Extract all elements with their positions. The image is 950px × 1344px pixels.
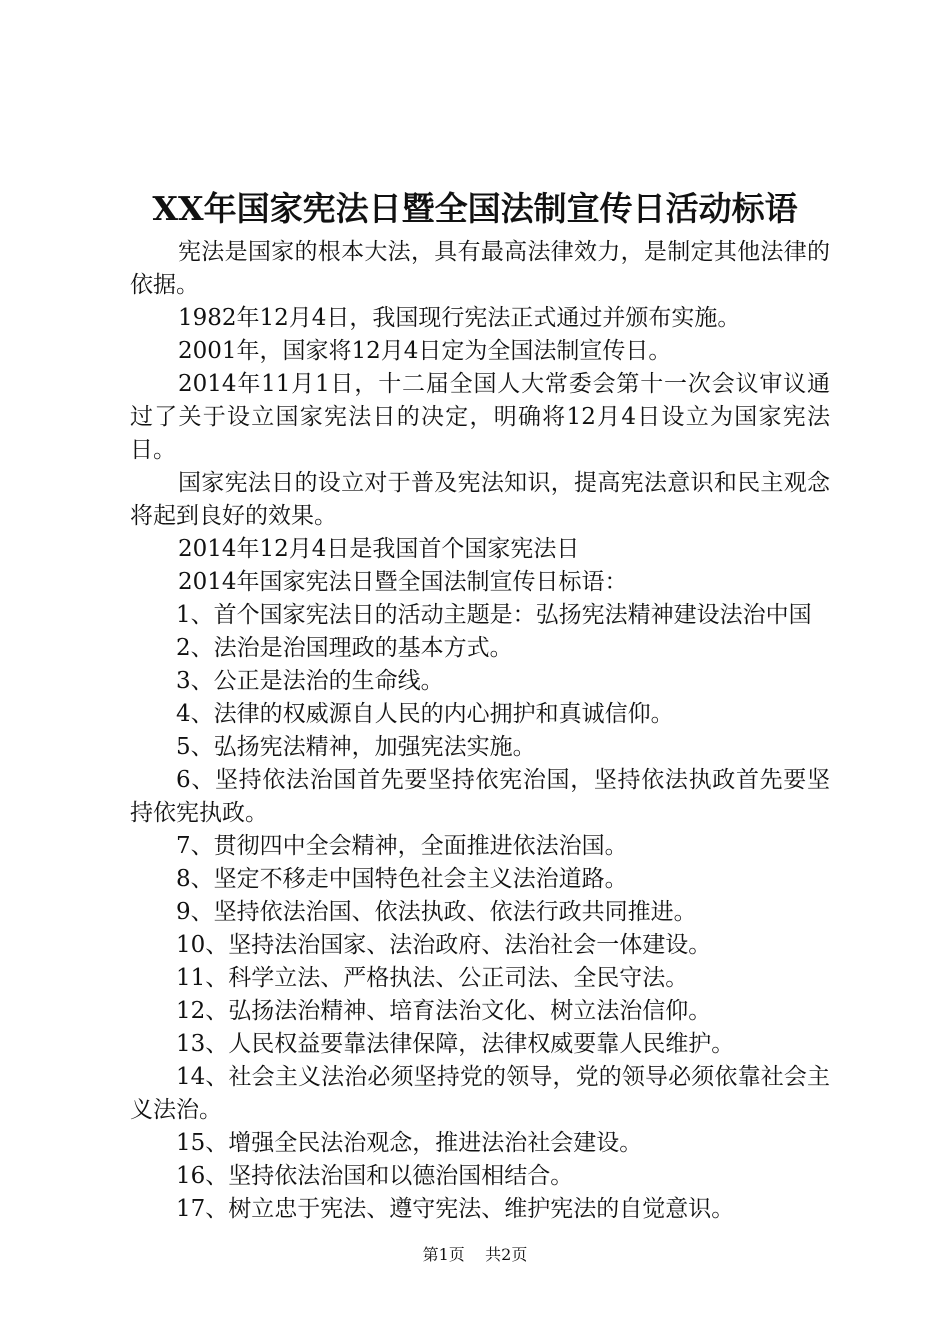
slogan-item: 3、公正是法治的生命线。 bbox=[176, 668, 444, 694]
slogan-item: 1、首个国家宪法日的活动主题是：弘扬宪法精神建设法治中国 bbox=[176, 602, 812, 628]
slogan-item: 17、树立忠于宪法、遵守宪法、维护宪法的自觉意识。 bbox=[176, 1196, 735, 1222]
paragraph: 2014年国家宪法日暨全国法制宣传日标语： bbox=[178, 569, 628, 595]
slogan-item: 2、法治是治国理政的基本方式。 bbox=[176, 635, 513, 661]
slogan-item: 15、增强全民法治观念，推进法治社会建设。 bbox=[176, 1130, 643, 1156]
paragraph: 2014年12月4日是我国首个国家宪法日 bbox=[178, 536, 580, 562]
slogan-item: 12、弘扬法治精神、培育法治文化、树立法治信仰。 bbox=[176, 998, 712, 1024]
slogan-item: 7、贯彻四中全会精神，全面推进依法治国。 bbox=[176, 833, 628, 859]
page-footer bbox=[0, 1243, 950, 1267]
paragraph: 宪法是国家的根本大法，具有最高法律效力，是制定其他法律的依据。 bbox=[130, 239, 830, 298]
slogan-item: 8、坚定不移走中国特色社会主义法治道路。 bbox=[176, 866, 628, 892]
document-title: XX年国家宪法日暨全国法制宣传日活动标语 bbox=[152, 189, 798, 228]
document-body bbox=[130, 236, 830, 1226]
paragraph: 国家宪法日的设立对于普及宪法知识，提高宪法意识和民主观念将起到良好的效果。 bbox=[130, 470, 830, 529]
paragraph: 2014年11月1日，十二届全国人大常委会第十一次会议审议通过了关于设立国家宪法日的决定，明确将12月4日设立为国家宪法日。 bbox=[130, 371, 830, 463]
slogan-item: 6、坚持依法治国首先要坚持依宪治国，坚持依法执政首先要坚持依宪执政。 bbox=[130, 767, 830, 826]
slogan-item: 4、法律的权威源自人民的内心拥护和真诚信仰。 bbox=[176, 701, 674, 727]
page-number: 第1页 bbox=[422, 1245, 465, 1264]
slogan-item: 11、科学立法、严格执法、公正司法、全民守法。 bbox=[176, 965, 689, 991]
paragraph: 1982年12月4日，我国现行宪法正式通过并颁布实施。 bbox=[178, 305, 741, 331]
slogan-item: 14、社会主义法治必须坚持党的领导，党的领导必须依靠社会主义法治。 bbox=[130, 1064, 830, 1123]
page-total: 共2页 bbox=[485, 1245, 528, 1264]
slogan-item: 13、人民权益要靠法律保障，法律权威要靠人民维护。 bbox=[176, 1031, 735, 1057]
slogan-item: 10、坚持法治国家、法治政府、法治社会一体建设。 bbox=[176, 932, 712, 958]
slogan-item: 9、坚持依法治国、依法执政、依法行政共同推进。 bbox=[176, 899, 697, 925]
slogan-item: 16、坚持依法治国和以德治国相结合。 bbox=[176, 1163, 574, 1189]
footer-spacer bbox=[470, 1245, 480, 1264]
slogan-item: 5、弘扬宪法精神，加强宪法实施。 bbox=[176, 734, 536, 760]
paragraph: 2001年，国家将12月4日定为全国法制宣传日。 bbox=[178, 338, 672, 364]
